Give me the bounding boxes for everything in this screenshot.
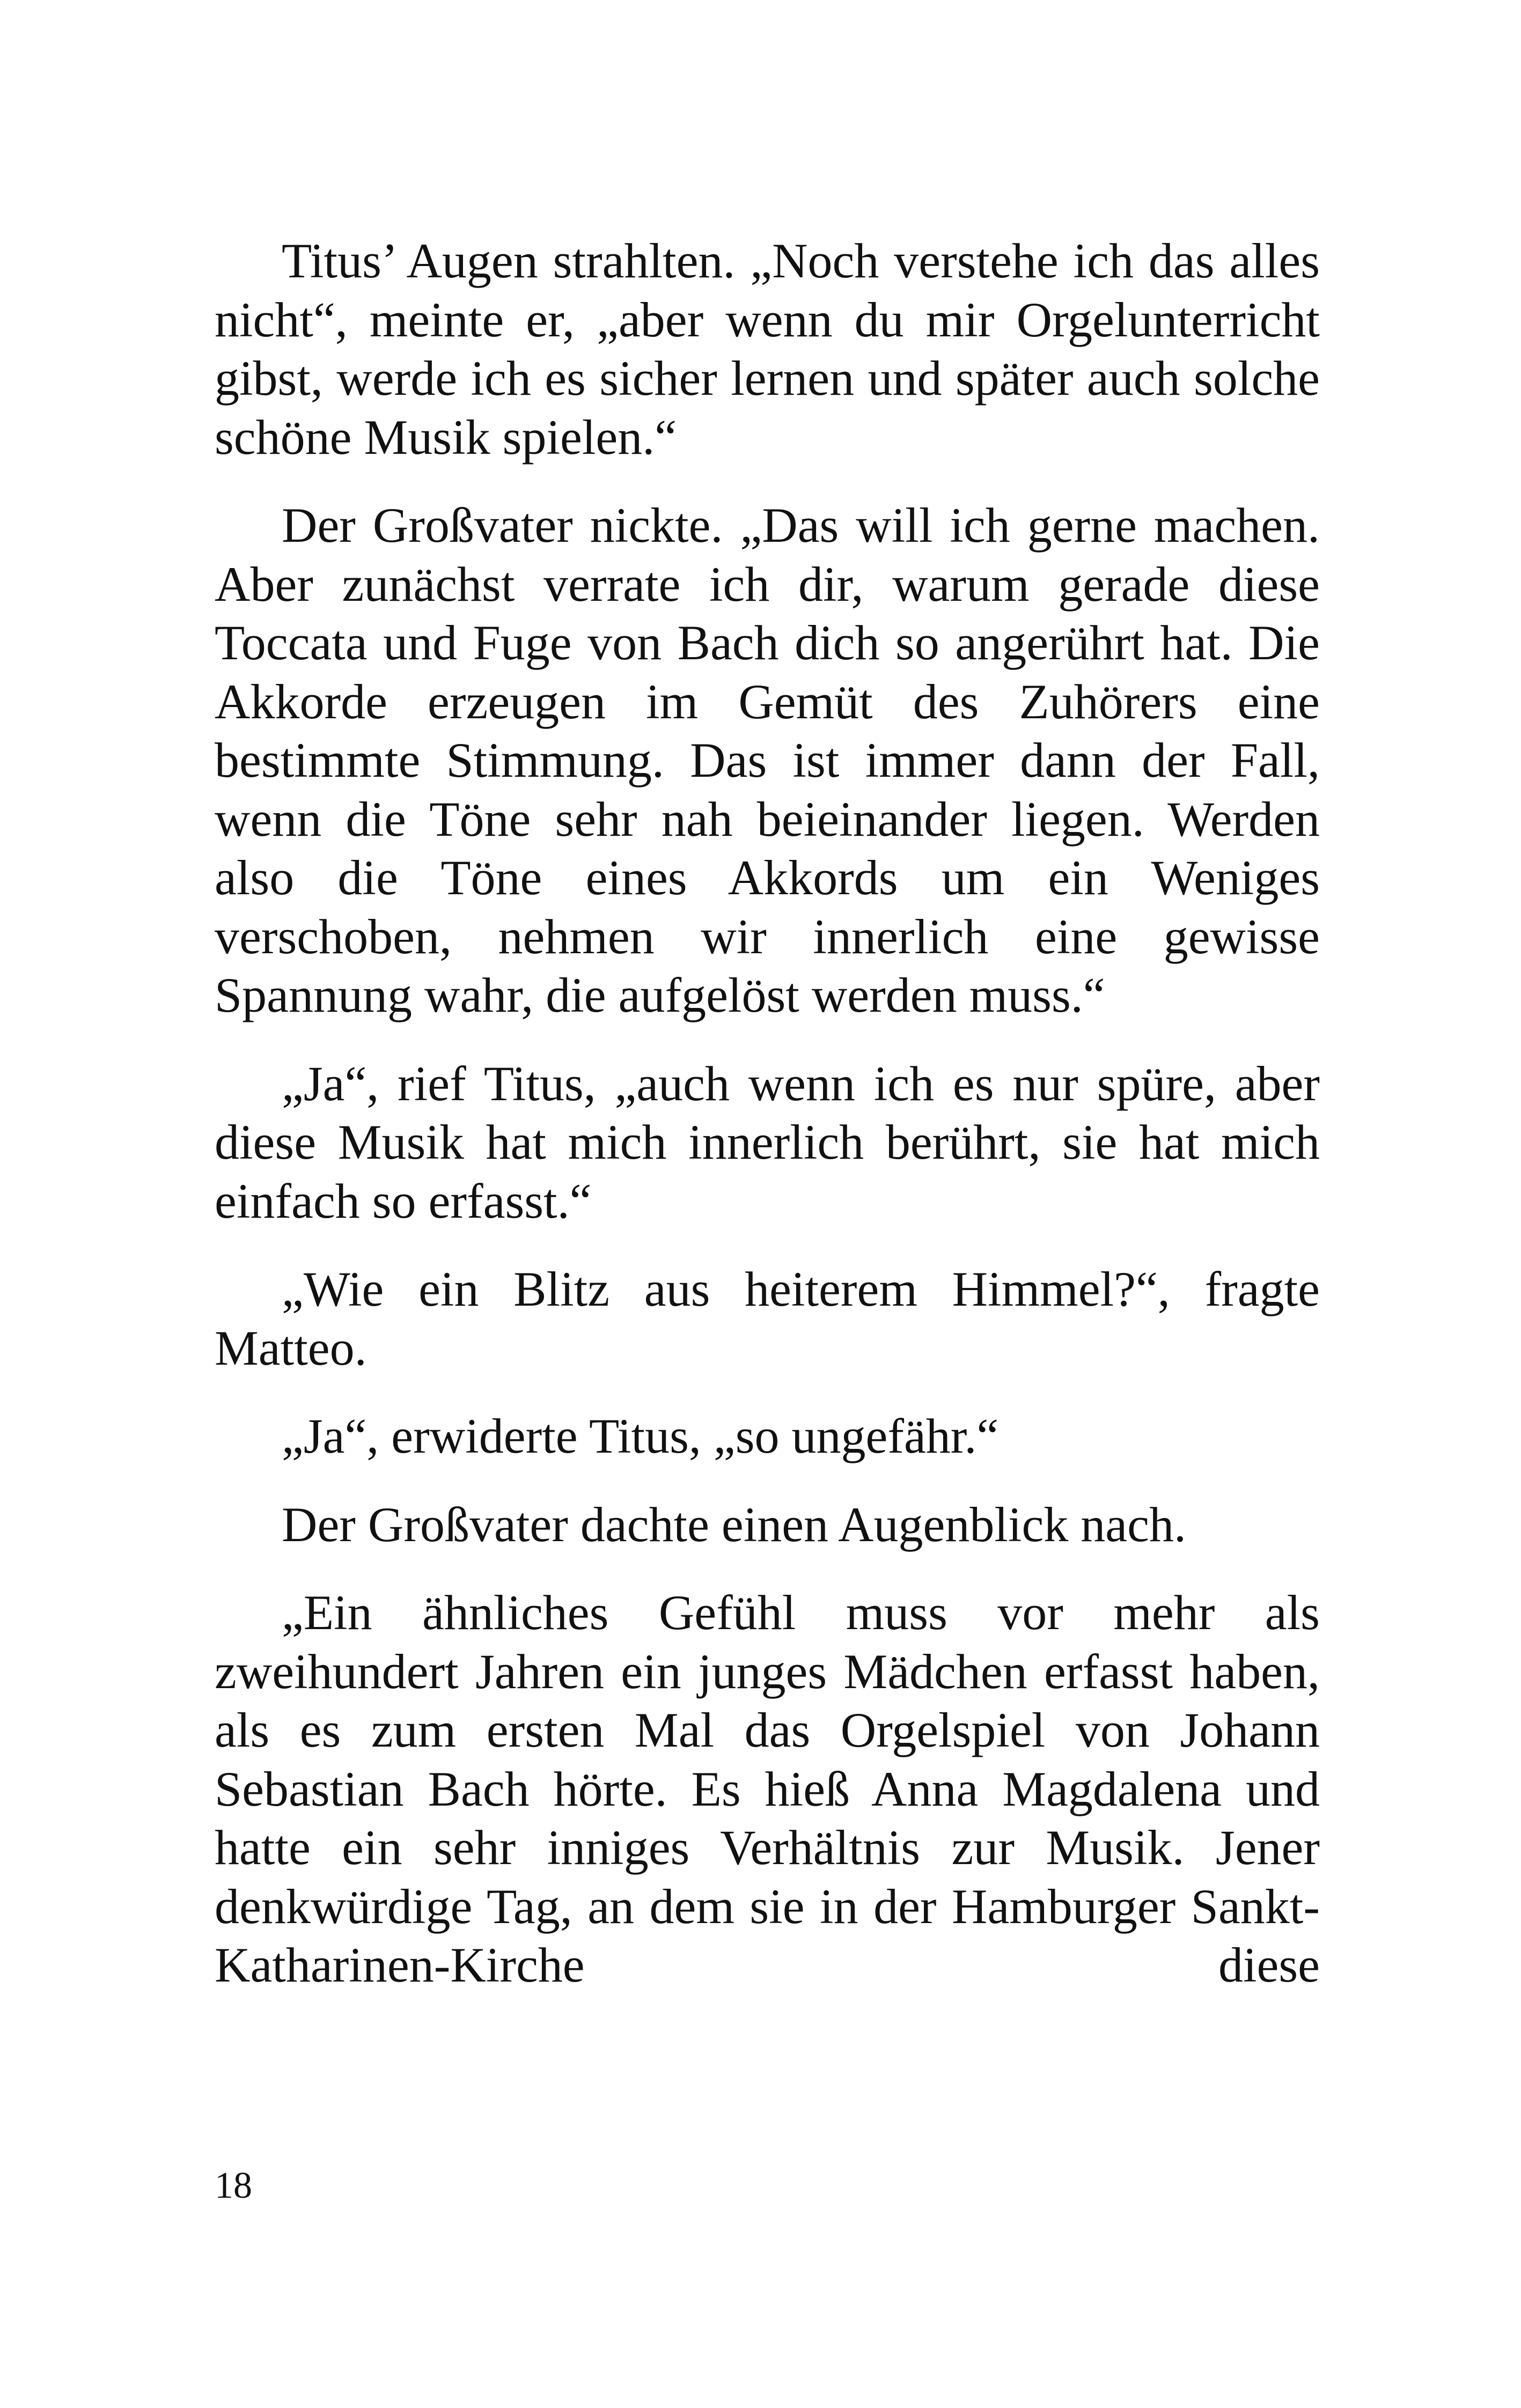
page-number: 18 bbox=[215, 2165, 252, 2206]
paragraph-7: „Ein ähnliches Gefühl muss vor mehr als zweihundert Jahren ein junges Mädchen erfasst haben, als es zum ersten Mal das Orgelspiel von Johann Sebastian Bach hörte. Es hieß Anna Magdalena und hatte ein sehr inniges Verhältnis zur Musik. Jener denkwürdige Tag, an dem sie in der Hamburger Sankt-Katharinen-Kirche diese bbox=[215, 1585, 1320, 1992]
paragraph-6: Der Großvater dachte einen Augenblick nach. bbox=[282, 1497, 1186, 1552]
paragraph-4: „Wie ein Blitz aus heiterem Himmel?“, fragte Matteo. bbox=[215, 1262, 1320, 1375]
paragraph-1: Titus’ Augen strahlten. „Noch verstehe ich das alles nicht“, meinte er, „aber wenn du mir Orgelunterricht gibst, werde ich es sicher lernen und später auch solche schöne Musik spielen.“ bbox=[215, 233, 1320, 465]
body-text bbox=[215, 232, 1320, 1995]
paragraph-3: „Ja“, rief Titus, „auch wenn ich es nur spüre, aber diese Musik hat mich innerlich berührt, sie hat mich einfach so erfasst.“ bbox=[215, 1056, 1320, 1228]
paragraph-5: „Ja“, erwiderte Titus, „so ungefähr.“ bbox=[282, 1409, 999, 1463]
paragraph-2: Der Großvater nickte. „Das will ich gerne machen. Aber zunächst verrate ich dir, warum gerade diese Toccata und Fuge von Bach dich so angerührt hat. Die Akkorde erzeugen im Gemüt des Zuhörers eine bestimmte Stimmung. Das ist immer dann der Fall, wenn die Töne sehr nah beieinander liegen. Werden also die Töne eines Akkords um ein Weniges verschoben, nehmen wir innerlich eine gewisse Spannung wahr, die aufgelöst werden muss.“ bbox=[215, 498, 1320, 1022]
